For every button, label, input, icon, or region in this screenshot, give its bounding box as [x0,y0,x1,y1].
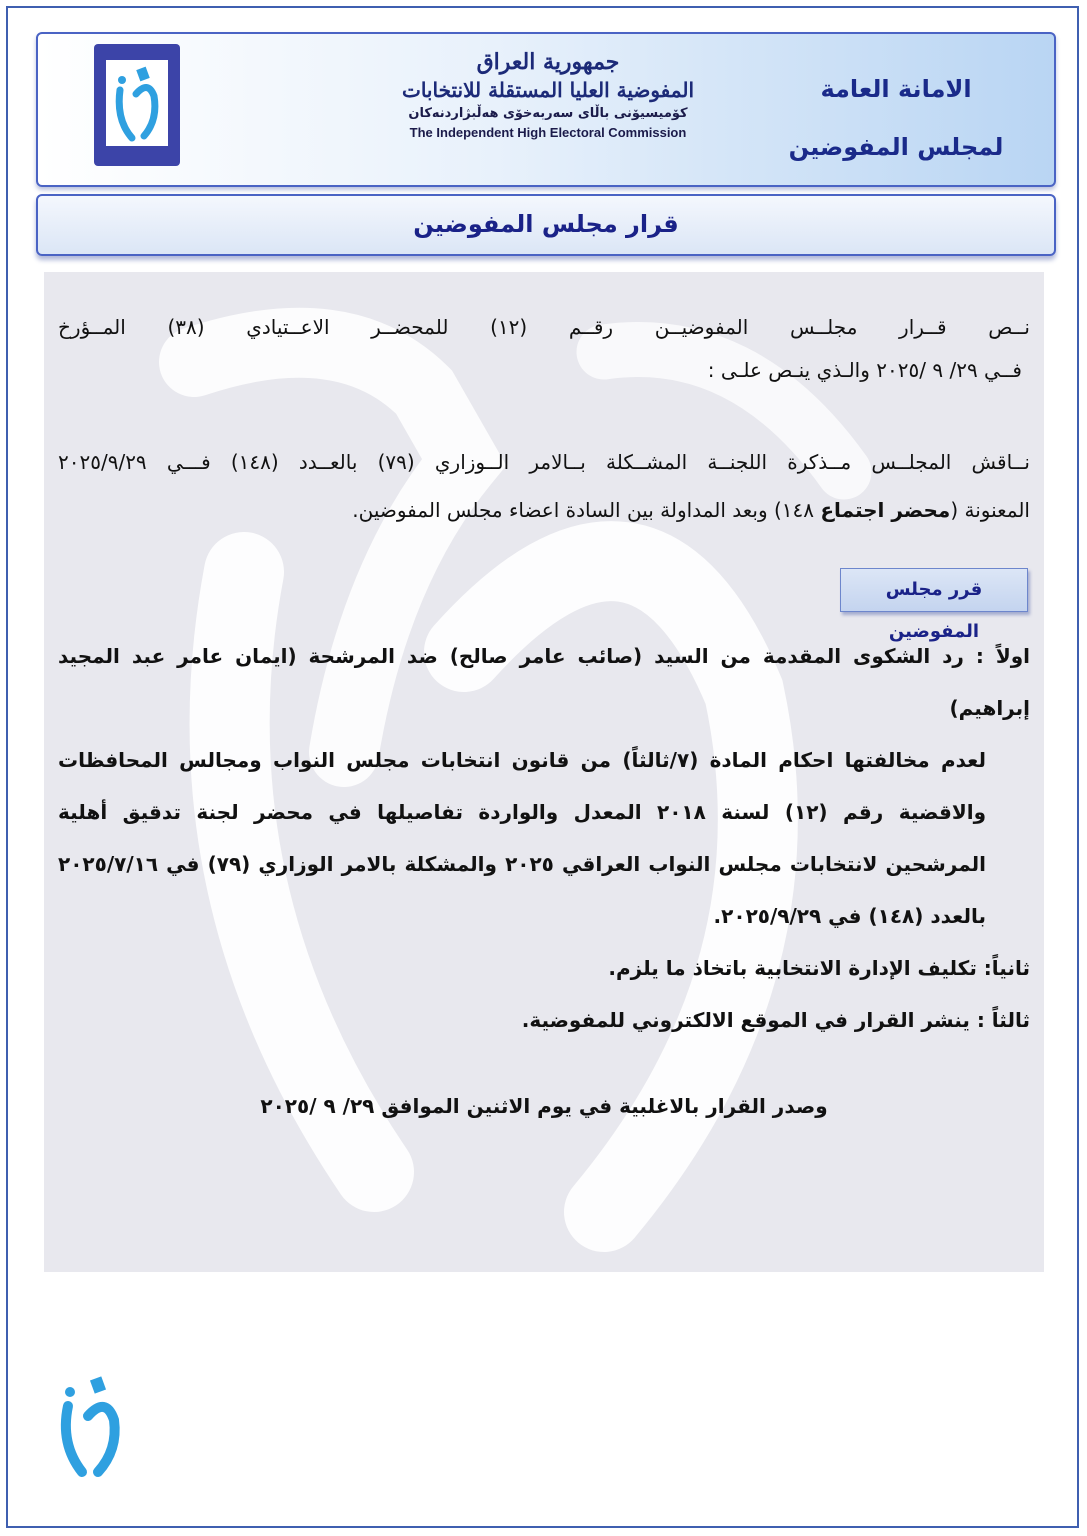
discussion-line-2-start: المعنونة ( [950,498,1030,522]
decision-item-third: ثالثاً : ينشر القرار في الموقع الالكتروني للمفوضية. [521,1008,1030,1032]
discussion-line-2-bold: محضر اجتماع [820,498,951,522]
intro-line-1: نــص قــرار مجلــس المفوضيــن رقــم (١٢) للمحضــر الاعــتيادي (٣٨) المــؤرخ [58,315,1031,339]
footer-logo-icon [52,1372,132,1482]
document-title: قرار مجلس المفوضين [36,194,1056,256]
logo-icon [106,60,168,146]
emblem-line-4: The Independent High Electoral Commission [409,125,687,140]
decision-item-second: ثانياً: تكليف الإدارة الانتخابية باتخاذ ما يلزم. [608,956,1030,980]
emblem-line-1: جمهورية العراق [476,49,620,75]
discussion-paragraph [58,438,1030,534]
discussion-line-2-end: ١٤٨) وبعد المداولة بين السادة اعضاء مجلس المفوضين. [352,498,821,522]
decision-item-first-lead: اولاً : رد الشكوى المقدمة من السيد (صائب عامر صالح) ضد المرشحة (ايمان عامر عبد المجيد إبراهيم) [58,644,1030,720]
decision-label: قرر مجلس المفوضين [840,568,1028,612]
dept-line-2: لمجلس المفوضين [788,133,1004,161]
department-name [786,60,1006,176]
discussion-line-2 [58,486,1030,534]
dept-line-1: الامانة العامة [820,75,972,103]
intro-line-2-text: فــي ٢٩/ ٩ /٢٠٢٥ والـذي ينـص علـى : [707,358,1022,382]
closing-statement: وصدر القرار بالاغلبية في يوم الاثنين الموافق ٢٩/ ٩ /٢٠٢٥ [260,1094,828,1118]
commission-emblem [398,48,698,142]
commission-logo [94,44,180,166]
decision-item-first-continuation: لعدم مخالفتها احكام المادة (٧/ثالثاً) من قانون انتخابات مجلس النواب ومجالس المحافظات والاقضية رقم (١٢) لسنة ٢٠١٨ المعدل والواردة تفاصيلها في محضر لجنة تدقيق أهلية المرشحين لانتخابات مجلس النواب العراقي ٢٠٢٥ والمشكلة بالامر الوزاري (٧٩) في ٢٠٢٥/٧/١٦ بالعدد (١٤٨) في ٢٠٢٥/٩/٢٩. [58,748,987,928]
decision-items [58,630,1030,1046]
emblem-line-2: المفوضية العليا المستقلة للانتخابات [401,78,694,102]
letterhead [36,32,1056,187]
emblem-line-3: كۆمیسیۆنی باڵای سەربەخۆی هەڵبژاردنەکان [408,106,688,121]
decision-item-first [58,630,1030,942]
intro-line-2 [58,358,1030,382]
discussion-line-1: نــاقش المجلــس مــذكرة اللجنــة المشــكلة بــالامر الــوزاري (٧٩) بالعــدد (١٤٨) فـــي ٢٠٢٥/٩/٢٩ [58,450,1030,474]
